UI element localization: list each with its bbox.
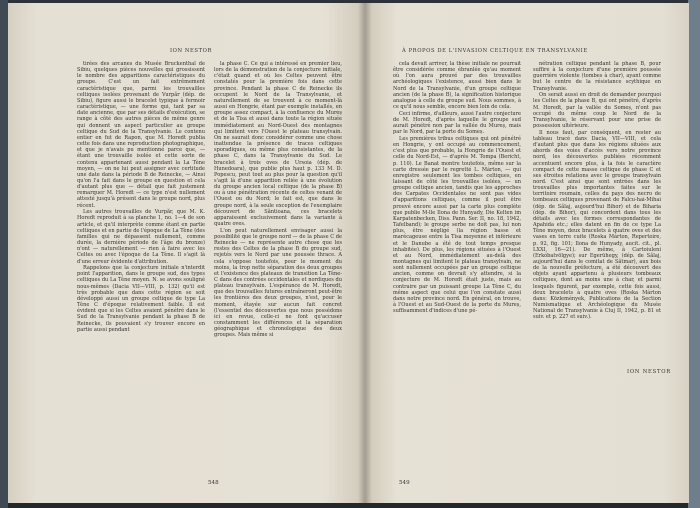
- paragraph: nétration celtique pendant la phase B, pour suffire à la conjecture d'une première poussée guerrière violente (tombes à char), ayant comme but le centre de la résistance scythique en Transylvanie.: [533, 61, 661, 92]
- book-cover-left-edge: [0, 0, 8, 508]
- running-head-left: ION NESTOR: [170, 48, 212, 54]
- left-page-column-1: [77, 61, 205, 333]
- right-page-column-1: [393, 61, 521, 314]
- paragraph: Il nous faut, par conséquent, en rester au tableau tracé dans Dacia, VII—VIII, et cela d'autant plus que dans les régions situées aux abords des voies d'accès vers notre province nord, les découvertes publiées récemment accentuent encore plus, à la fois le caractère compact de cette masse celtique de phase C et ses étroites relations avec le groupe transylvain nord. C'est ainsi que sont entrées dans les trouvailles plus importantes faites sur le territoire roumain, celles du pays des necro de tombeaux celtiques provenant de Falcu-hai-Mihai (dép. de Sălaj, aujourd'hui Bihor) et de Biharia (dép. de Bihor), qui concordent dans tous les détails avec les formes correspondantes de Apahida etc.; elles datent en fin de ce type La Tène moyen, deux bracelets à quatre oves et des vases en terre cuite (Roska Márton, Repertoire, p. 92, fig. 101; Ilona de Hunyady, aucit. cit., pl. LXXI, 16—21). De même, à Cartoiuleni (Erkóbatvölgye); sur Egerühegy, (dép. de Sălaj, aujourd'hui dans le comitat de Sătmar), aux bois de la nouvelle préfecture, a été découvert des objets ayant appartenu à plusieurs tombeaux celtiques, dont au moins une à char, et parmi lesquels figurent, par exemple, cette fois aussi, deux bracelets à quatre oves (Roska Márton dans: Közlemények, Publications de la Section Numismatique et Archéologique du Musée National de Transylvanie à Cluj II, 1942, p. 81 et suiv. et p. 227 et suiv.).: [533, 129, 661, 321]
- paragraph: Rappelons que la conjecture initiale n'interdit point l'apparition, dans le groupe sud, des types celtiques du La Tène moyen. N. se avons souligné nous-mêmes (Dacia VII—VIII, p. 132) qu'il est très probable que dans cette région se soit développé aussi un groupe celtique de type La Tène C d'époque relativement faible. Il est évident que si les Celtes avaient pénétré dans le Sud de la Transylvanie pendant la phase B de Reinecke, ils pouvaient s'y trouver encore en partie aussi pendant: [77, 265, 205, 333]
- running-head-right: À PROPOS DE L'INVASION CELTIQUE EN TRANSYLVANIE: [402, 48, 588, 54]
- paragraph: On serait aussi en droit de demander pourquoi les Celtes de la phase B, qui ont pénétré, d'après M. Horedt, par la vallée du Someș, n'ont pas occupé du même coup le Nord de la Transylvanie, le réservant pour une prise de possession ultérieure.: [533, 92, 661, 130]
- paragraph: la phase C. Ce qui a intéressé en premier lieu, lors de la démonstration de la conjecture initiale, c'était quand et où les Celtes peuvent être constatés pour la première fois dans cette province. Pendant la phase C de Reinecke ils occupent le Nord de la Transylvanie, et naturellement de se trouvent à ce moment-là aussi en Hongrie, étant par exemple installés, en groupe assez compact, à la confluence du Mureș et de la Tisa et aussi dans toute la région située immédiatement au Nord-Ouest des montagnes qui limitent vers l'Ouest le plateau transylvain. On ne saurait donc considérer comme une chose inattendue la présence de traces celtiques sporadiques, ou même plus consistantes, de la phase C, dans la Transylvanie du Sud. Le bracelet à trois oves de Ursoia (dép. de Hunedoara), que publie plus haut p. 133 M. D. Popescu, peut tout au plus pour la question qu'il s'agit là d'une apparition reliée à une évolution du groupe ancien local celtique (de la phase B) ou à une pénétration récente de celtes venant de l'Ouest ou du Nord; le fait est, que dans le groupe nord, à la seule exception de l'exemplaire découvert de Săntioana, ces bracelets apparaissent exclusivement dans la variante à quatre oves.: [214, 61, 342, 228]
- page-number-right: 549: [399, 480, 410, 486]
- paragraph: Ceci infirme, d'ailleurs, aussi l'autre conjecture de M. Horedt, d'après laquelle le groupe sud aurait pénétré non par la vallée du Mureș, mais par le Nord, par la porte du Someș.: [393, 110, 521, 136]
- author-signature: ION NESTOR: [627, 369, 671, 375]
- paragraph: Les autres trouvailles de Vurpăr, que M. K. Horedt reproduit à sa planche 1, no. 1—4 de son article, et qu'il interprète comme étant en partie celtiques et en partie de l'époque de La Tène (des familles qui ne dépassent nullement, comme durée, la dernière période de l'âge du bronze) n'ont — naturellement — rien à faire avec les Celtes ou avec l'époque de La Tène. Il s'agit là d'une erreur évidente d'attribution.: [77, 209, 205, 265]
- book-gutter-shadow: [358, 3, 372, 503]
- book-cover-right-edge: [688, 0, 700, 508]
- left-page-column-2: [214, 61, 342, 339]
- page-number-left: 548: [208, 480, 219, 486]
- paragraph: Les premières tribus celtiques qui ont pénétré en Hongrie, y ont occupé au commencement, c'est plus que probable, la Hongrie de l'Ouest et celle du Nord-Est, — d'après M. Tompa (Bericht, p. 110). Le Banat montre toutefois, même sur la carte dressée par le regretté L. Márton, — qui enregistre seulement les tombes celtiques, en laissant de côté les trouvailles isolées, — un groupe celtique ancien, tandis que les approches des Carpates Occidentales ne sont pas vides d'apparitions celtiques, comme il peut être prouvé encore aussi par la carte plus complète que publie M-lle Ilona de Hunyady, Die Kelten im Karpatenbecken, Diss. Pann. Ser. II, no. 18, 1942, Tafelband); le groupe serbe ne doit pas, lui non plus, être négligé (la région basse et marécageuse entre la Tisa moyenne et inférieure et le Danube a été de tout temps presque inhabitée). De plus, les régions situées à l'Ouest et au Nord, immédiatement au-delà des montagnes qui limitent le plateau transylvain, ne sont nullement occupées par un groupe celtique ancien, comme on devrait s'y attendre, si la conjecture de M. Horedt était juste, mais au contraire par un puissant groupe La Tène C, du même aspect que celui que l'on constate aussi dans notre province nord. En général, on trouve, à l'Ouest et au Sud-Ouest de la porte du Mureș, suffisamment d'indices d'une pé-: [393, 135, 521, 315]
- paragraph: L'on peut naturellement envisager aussi la possibilité que le groupe nord — de la phase C de Reinecke — ne représente autre chose que les restes des Celtes de la phase B du groupe sud, rejetés vers le Nord par une poussée thrace. A cela s'oppose toutefois, pour le moment du moins, la trop nette séparation des deux groupes et l'existence des plateaux de transition La Tène-C dans des contrées occidentales et nordiques du plateau transylvain. L'espérance de M. Horedt, que des trouvailles futures entraîneront peut-être les frontières des deux groupes, n'est, pour le moment, étayée sur aucun fait concret (l'essentiel des découvertes que nous possédons ici en revue, celle-ci ne font qu'accuser constamment les différences et la séparation géographique et chronologique des deux groupes. Mais même si: [214, 227, 342, 339]
- paragraph: cela devait arriver, la thèse initiale ne pourrait être considérée comme ébranlée qu'au moment où l'on aura prouvé par des trouvailles archéologiques l'existence, aussi bien dans le Nord de la Transylvanie, d'un groupe celtique ancien (de la phase B), la signification historique analogue à celle du groupe sud. Nous sommes, à ce qu'il nous semble, encore bien loin de cela.: [393, 61, 521, 111]
- paragraph: tirées des arcanes du Musée Bruckenthal de Sibiu, quelques pièces nouvelles qui grossissent le nombre des apparitions caractéristiques du groupe. C'est un fait extrêmement caractéristique que, parmi les trouvailles celtiques isolées provenant de Vurpăr (dép. de Sibiu), figure aussi le bracelet typique à fermoir caractéristique, — une forme qui, tant par sa date ancienne, que par ses détails d'exécution, se range à côté des autres pièces de même genre qui donnent un aspect particulier au groupe celtique du Sud de la Transylvanie. Le contenu entier en fut de Rapon, que M. Horedt publia cette fois dans une reproduction photographique, et que je n'avais pu mentionné parce que, — étant une trouvaille isolée et cette sorte de contenu appartenant aussi pendant la La Tène moyen, — on ne lui peut assigner avec certitude une date dans la période B de Reinecke, — Ainsi qu'on l'a fait dans le groupe en question et cela d'autant plus que — détail que fait justement remarquer M. Horedt — ce type n'est nullement attesté jusqu'à présent dans le groupe nord, plus récent.: [77, 61, 205, 209]
- left-page: [8, 3, 367, 503]
- right-page-column-2: [533, 61, 661, 321]
- right-page: [365, 3, 689, 503]
